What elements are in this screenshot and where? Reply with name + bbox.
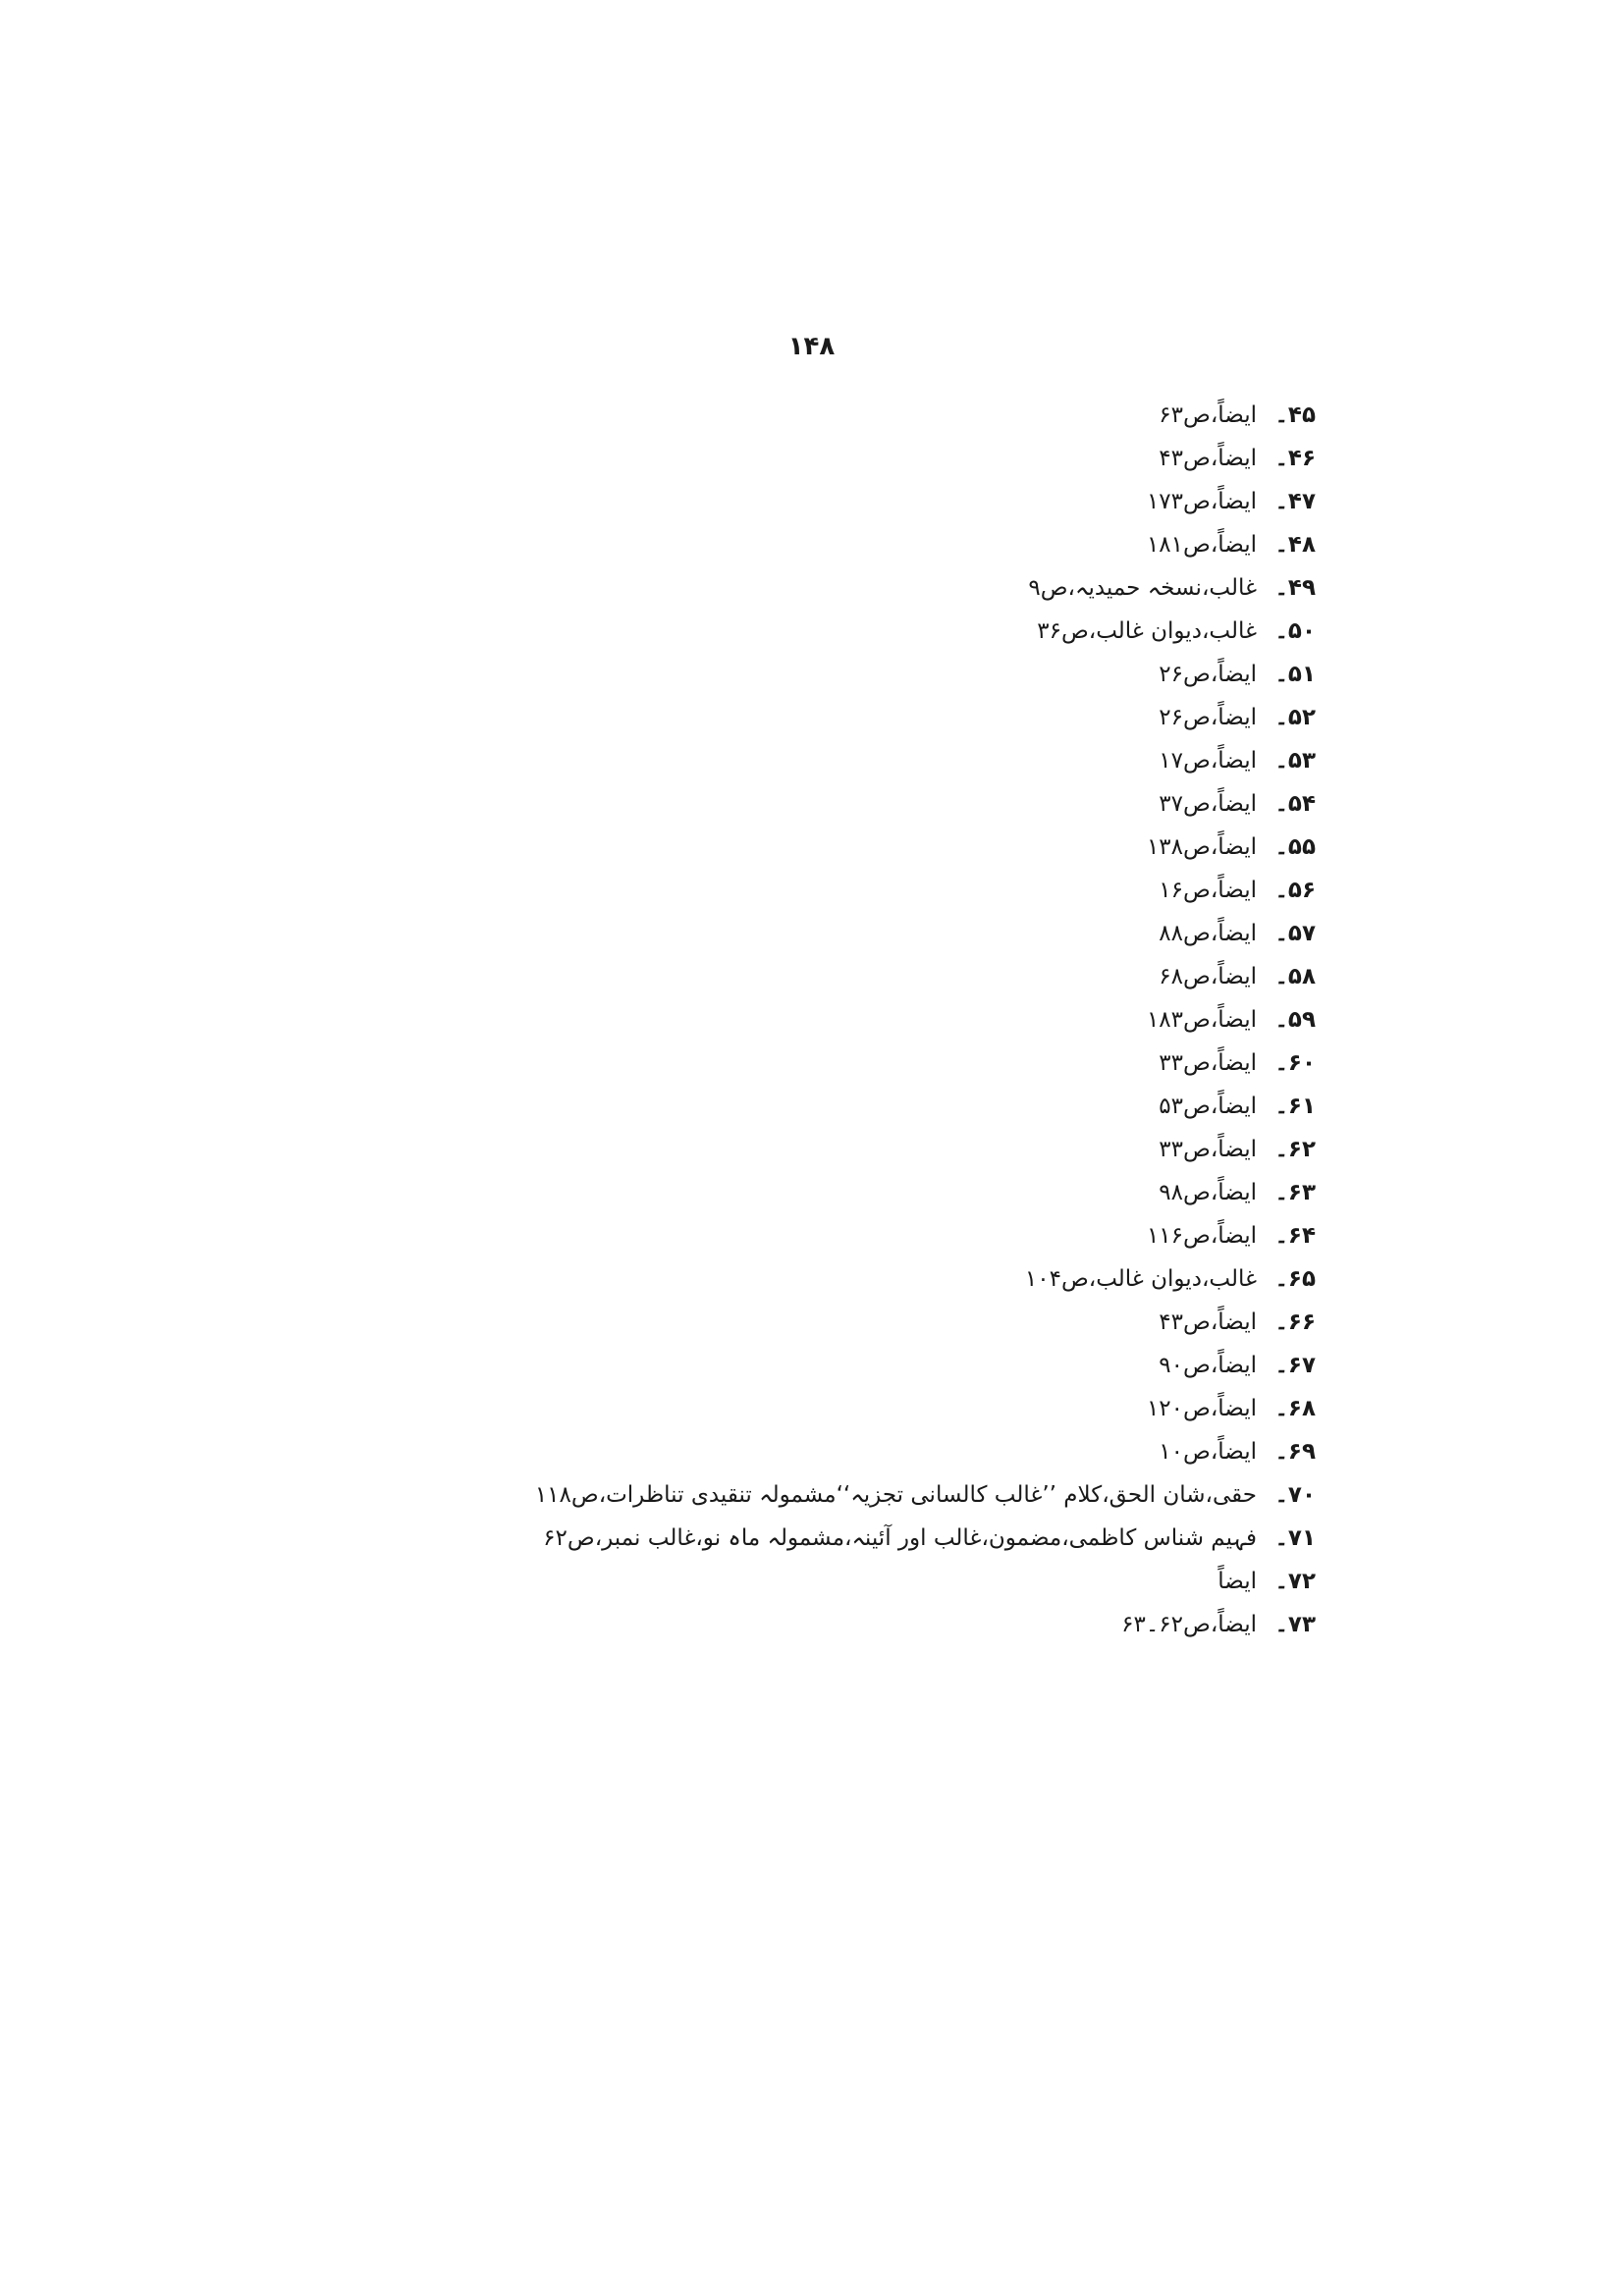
- endnote-number: ۴۷۔: [1274, 489, 1316, 514]
- endnote-item: [334, 1295, 1316, 1338]
- endnote-item: [334, 1252, 1316, 1295]
- endnote-item: [334, 1424, 1316, 1468]
- endnote-text: ایضاً،ص۱۸۱: [1146, 532, 1257, 558]
- endnote-number: ۵۹۔: [1274, 1007, 1316, 1033]
- endnote-text: غالب،دیوان غالب،ص۱۰۴: [1024, 1266, 1257, 1292]
- endnote-number: ۶۰۔: [1274, 1050, 1316, 1076]
- endnote-number: ۵۱۔: [1274, 662, 1316, 687]
- endnote-text: ایضاً،ص۶۲۔۶۳: [1121, 1612, 1257, 1637]
- endnote-number: ۶۲۔: [1274, 1137, 1316, 1162]
- endnote-text: ایضاً،ص۹۰: [1159, 1353, 1257, 1378]
- endnote-item: [334, 690, 1316, 733]
- endnote-text: غالب،نسخہ حمیدیہ،ص۹: [1028, 575, 1257, 601]
- endnote-item: [334, 388, 1316, 431]
- endnote-item: [334, 1079, 1316, 1122]
- endnote-item: [334, 431, 1316, 474]
- endnote-number: ۷۲۔: [1274, 1569, 1316, 1594]
- endnote-text: ایضاً،ص۳۳: [1159, 1050, 1257, 1076]
- endnote-item: [334, 1208, 1316, 1252]
- endnote-item: [334, 1468, 1316, 1511]
- endnote-number: ۶۱۔: [1274, 1094, 1316, 1119]
- endnote-text: ایضاً،ص۶۳: [1159, 402, 1257, 428]
- endnote-number: ۴۸۔: [1274, 532, 1316, 558]
- endnote-text: ایضاً،ص۱۳۸: [1146, 834, 1257, 860]
- endnote-item: [334, 517, 1316, 561]
- endnote-number: ۵۴۔: [1274, 791, 1316, 817]
- endnote-item: [334, 1597, 1316, 1640]
- endnote-number: ۵۳۔: [1274, 748, 1316, 774]
- endnote-text: حقی،شان الحق،کلام ’’غالب کالسانی تجزیہ‘‘مشمولہ تنقیدی تناظرات،ص۱۱۸: [534, 1482, 1257, 1508]
- endnote-text: ایضاً،ص۱۶: [1159, 878, 1257, 903]
- endnote-item: [334, 604, 1316, 647]
- endnote-number: ۶۶۔: [1274, 1309, 1316, 1335]
- endnote-number: ۶۹۔: [1274, 1439, 1316, 1465]
- endnote-item: [334, 474, 1316, 517]
- endnote-item: [334, 906, 1316, 949]
- endnote-item: [334, 776, 1316, 820]
- endnote-item: [334, 1036, 1316, 1079]
- endnote-item: [334, 733, 1316, 776]
- endnote-number: ۵۵۔: [1274, 834, 1316, 860]
- endnote-text: ایضاً،ص۱۰: [1159, 1439, 1257, 1465]
- endnotes-list: [334, 388, 1316, 1640]
- endnote-number: ۵۶۔: [1274, 878, 1316, 903]
- endnote-item: [334, 1122, 1316, 1165]
- endnote-number: ۶۸۔: [1274, 1396, 1316, 1421]
- endnote-number: ۶۵۔: [1274, 1266, 1316, 1292]
- endnote-text: فہیم شناس کاظمی،مضمون،غالب اور آئینہ،مشمولہ ماہ نو،غالب نمبر،ص۶۲: [543, 1525, 1257, 1551]
- endnote-number: ۶۳۔: [1274, 1180, 1316, 1205]
- endnote-number: ۷۱۔: [1274, 1525, 1316, 1551]
- endnote-text: ایضاً،ص۹۸: [1159, 1180, 1257, 1205]
- endnote-text: ایضاً،ص۵۳: [1159, 1094, 1257, 1119]
- endnote-item: [334, 863, 1316, 906]
- endnote-item: [334, 949, 1316, 992]
- endnote-text: ایضاً،ص۲۶: [1159, 662, 1257, 687]
- endnote-item: [334, 561, 1316, 604]
- endnote-item: [334, 1381, 1316, 1424]
- endnote-number: ۴۶۔: [1274, 446, 1316, 471]
- endnote-item: [334, 1511, 1316, 1554]
- endnote-item: [334, 647, 1316, 690]
- endnote-text: ایضاً،ص۱۸۳: [1146, 1007, 1257, 1033]
- endnote-text: ایضاً،ص۳۷: [1159, 791, 1257, 817]
- endnote-text: ایضاً،ص۱۷۳: [1146, 489, 1257, 514]
- endnote-number: ۷۰۔: [1274, 1482, 1316, 1508]
- endnote-text: غالب،دیوان غالب،ص۳۶: [1037, 618, 1257, 644]
- endnote-item: [334, 1165, 1316, 1208]
- endnote-number: ۶۷۔: [1274, 1353, 1316, 1378]
- endnote-item: [334, 1338, 1316, 1381]
- endnote-number: ۷۳۔: [1274, 1612, 1316, 1637]
- endnote-text: ایضاً،ص۱۱۶: [1146, 1223, 1257, 1249]
- endnote-number: ۴۹۔: [1274, 575, 1316, 601]
- endnote-text: ایضاً،ص۸۸: [1159, 921, 1257, 946]
- endnote-item: [334, 992, 1316, 1036]
- endnote-text: ایضاً،ص۴۳: [1159, 1309, 1257, 1335]
- endnote-number: ۵۰۔: [1274, 618, 1316, 644]
- endnote-text: ایضاً،ص۲۶: [1159, 705, 1257, 730]
- endnote-number: ۵۲۔: [1274, 705, 1316, 730]
- endnote-item: [334, 820, 1316, 863]
- endnote-text: ایضاً،ص۳۳: [1159, 1137, 1257, 1162]
- endnote-text: ایضاً: [1217, 1569, 1257, 1594]
- endnote-number: ۵۸۔: [1274, 964, 1316, 989]
- endnote-number: ۶۴۔: [1274, 1223, 1316, 1249]
- endnote-text: ایضاً،ص۱۷: [1159, 748, 1257, 774]
- page-number: ۱۴۸: [787, 332, 836, 361]
- endnote-text: ایضاً،ص۱۲۰: [1146, 1396, 1257, 1421]
- endnote-text: ایضاً،ص۴۳: [1159, 446, 1257, 471]
- endnote-text: ایضاً،ص۶۸: [1159, 964, 1257, 989]
- endnote-number: ۴۵۔: [1274, 402, 1316, 428]
- endnote-number: ۵۷۔: [1274, 921, 1316, 946]
- endnote-item: [334, 1554, 1316, 1597]
